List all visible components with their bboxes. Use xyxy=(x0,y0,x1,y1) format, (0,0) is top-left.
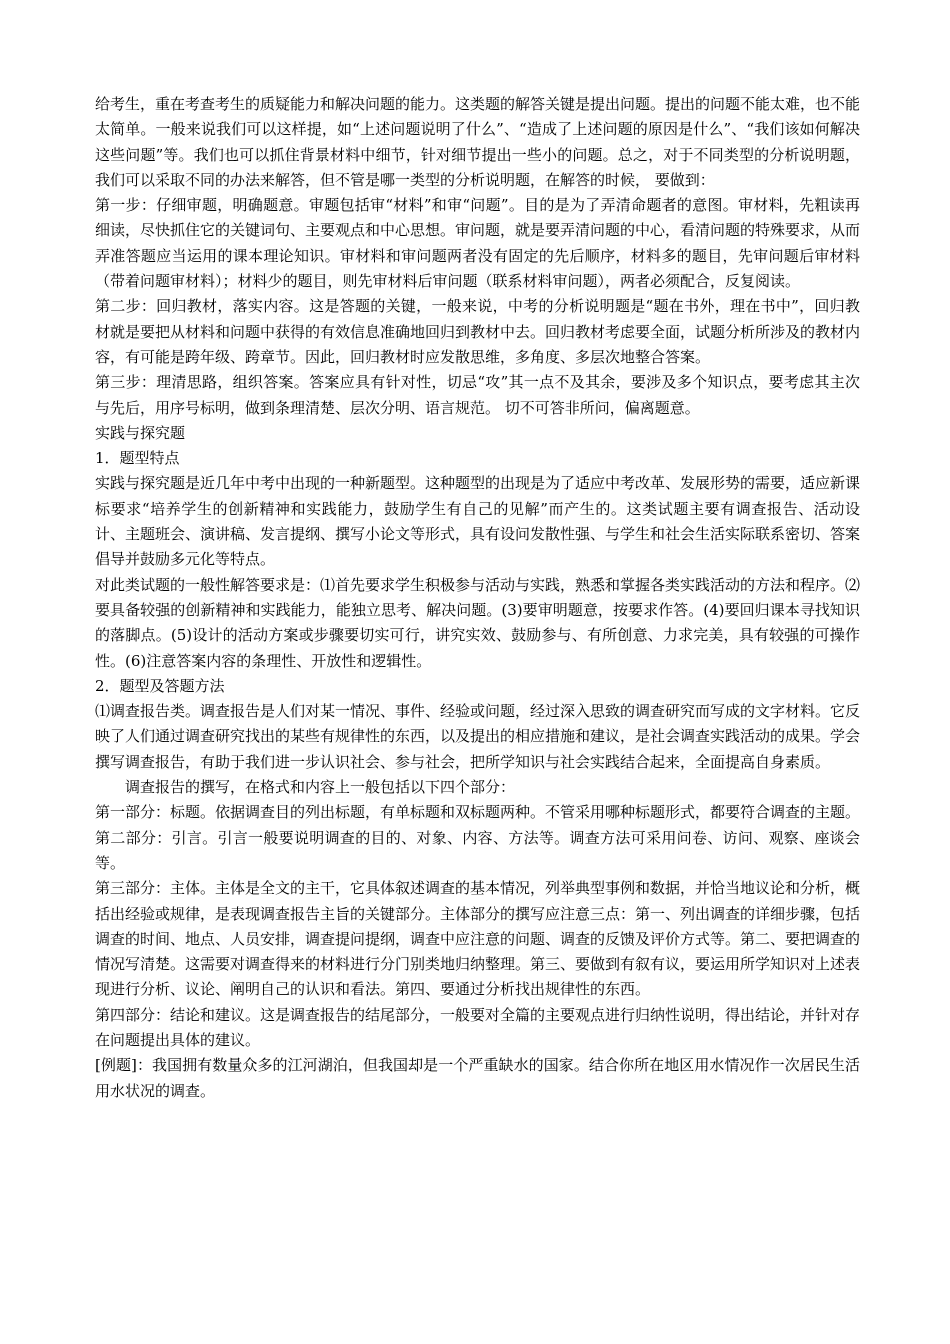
paragraph-requirements: 对此类试题的一般性解答要求是：⑴首先要求学生积极参与活动与实践，熟悉和掌握各类实践活动的方法和程序。⑵要具备较强的创新精神和实践能力，能独立思考、解决问题。(3)要审明题意，按要求作答。(4)要回归课本寻找知识的落脚点。(5)设计的活动方案或步骤要切实可行，讲究实效、鼓励参与、有所创意、力求完美，具有较强的可操作性。(6)注意答案内容的条理性、开放性和逻辑性。 xyxy=(95,575,861,670)
paragraph-step-one: 第一步：仔细审题，明确题意。审题包括审“材料”和审“问题”。目的是为了弄清命题者的意图。审材料，先粗读再细读，尽快抓住它的关键词句、主要观点和中心思想。审问题，就是要弄清问题的中心，看清问题的特殊要求，从而弄准答题应当运用的课本理论知识。审材料和审问题两者没有固定的先后顺序，材料多的题目，先审问题后审材料（带着问题审材料）；材料少的题目，则先审材料后审问题（联系材料审问题），两者必须配合，反复阅读。 xyxy=(95,196,861,291)
paragraph-part-two: 第二部分：引言。引言一般要说明调查的目的、对象、内容、方法等。调查方法可采用问卷、访问、观察、座谈会等。 xyxy=(95,828,860,872)
paragraph-features: 实践与探究题是近几年中考中出现的一种新题型。这种题型的出现是为了适应中考改革、发展形势的需要，适应新课标要求“培养学生的创新精神和实践能力，鼓励学生有自己的见解”而产生的。这类试题主要有调查报告、活动设计、主题班会、演讲稿、发言提纲、撰写小论文等形式，具有设问发散性强、与学生和社会生活实际联系密切、答案倡导并鼓励多元化等特点。 xyxy=(95,474,861,569)
paragraph-part-three: 第三部分：主体。主体是全文的主干，它具体叙述调查的基本情况，列举典型事例和数据，并恰当地议论和分析，概括出经验或规律，是表现调查报告主旨的关键部分。主体部分的撰写应注意三点：第一、列出调查的详细步骤，包括调查的时间、地点、人员安排，调查提问提纲，调查中应注意的问题、调查的反馈及评价方式等。第二、要把调查的情况写清楚。这需要对调查得来的材料进行分门别类地归纳整理。第三、要做到有叙有议，要运用所学知识对上述表现进行分析、议论、阐明自己的认识和看法。第四、要通过分析找出规律性的东西。 xyxy=(95,879,861,999)
section-heading-practice: 实践与探究题 xyxy=(95,423,186,442)
paragraph-report-format: 调查报告的撰写，在格式和内容上一般包括以下四个部分： xyxy=(125,778,516,797)
paragraph-analysis-intro: 给考生，重在考查考生的质疑能力和解决问题的能力。这类题的解答关键是提出问题。提出的问题不能太难，也不能太简单。一般来说我们可以这样提，如“上述问题说明了什么”、“造成了上述问题的原因是什么”、“我们该如何解决这些问题”等。我们也可以抓住背景材料中细节，针对细节提出一些小的问题。总之，对于不同类型的分析说明题，我们可以采取不同的办法来解答，但不管是哪一类型的分析说明题，在解答的时候， 要做到： xyxy=(95,95,861,189)
paragraph-example: [例题]：我国拥有数量众多的江河湖泊，但我国却是一个严重缺水的国家。结合你所在地区用水情况作一次居民生活用水状况的调查。 xyxy=(95,1056,860,1100)
paragraph-step-two: 第二步：回归教材，落实内容。这是答题的关键，一般来说，中考的分析说明题是“题在书外，理在书中”，回归教材就是要把从材料和问题中获得的有效信息准确地回归到教材中去。回归教材考虑要全面，试题分析所涉及的教材内容，有可能是跨年级、跨章节。因此，回归教材时应发散思维，多角度、多层次地整合答案。 xyxy=(95,297,861,366)
subheading-features: 1．题型特点 xyxy=(95,449,180,468)
paragraph-part-four: 第四部分：结论和建议。这是调查报告的结尾部分，一般要对全篇的主要观点进行归纳性说明，得出结论，并针对存在问题提出具体的建议。 xyxy=(95,1005,861,1049)
paragraph-survey-report: ⑴调查报告类。调查报告是人们对某一情况、事件、经验或问题，经过深入思致的调查研究而写成的文字材料。它反映了人们通过调查研究找出的某些有规律性的东西，以及提出的相应措施和建议，是社会调查实践活动的成果。学会撰写调查报告，有助于我们进一步认识社会、参与社会，把所学知识与社会实践结合起来，全面提高自身素质。 xyxy=(95,702,861,771)
document-body xyxy=(95,92,860,1104)
subheading-methods: 2．题型及答题方法 xyxy=(95,676,225,695)
paragraph-part-one: 第一部分：标题。依据调查目的列出标题，有单标题和双标题两种。不管采用哪种标题形式，都要符合调查的主题。 xyxy=(95,803,861,822)
paragraph-step-three: 第三步：理清思路，组织答案。答案应具有针对性，切忌“攻”其一点不及其余，要涉及多个知识点，要考虑其主次与先后，用序号标明，做到条理清楚、层次分明、语言规范。 切不可答非所问，偏离题意。 xyxy=(95,373,860,417)
